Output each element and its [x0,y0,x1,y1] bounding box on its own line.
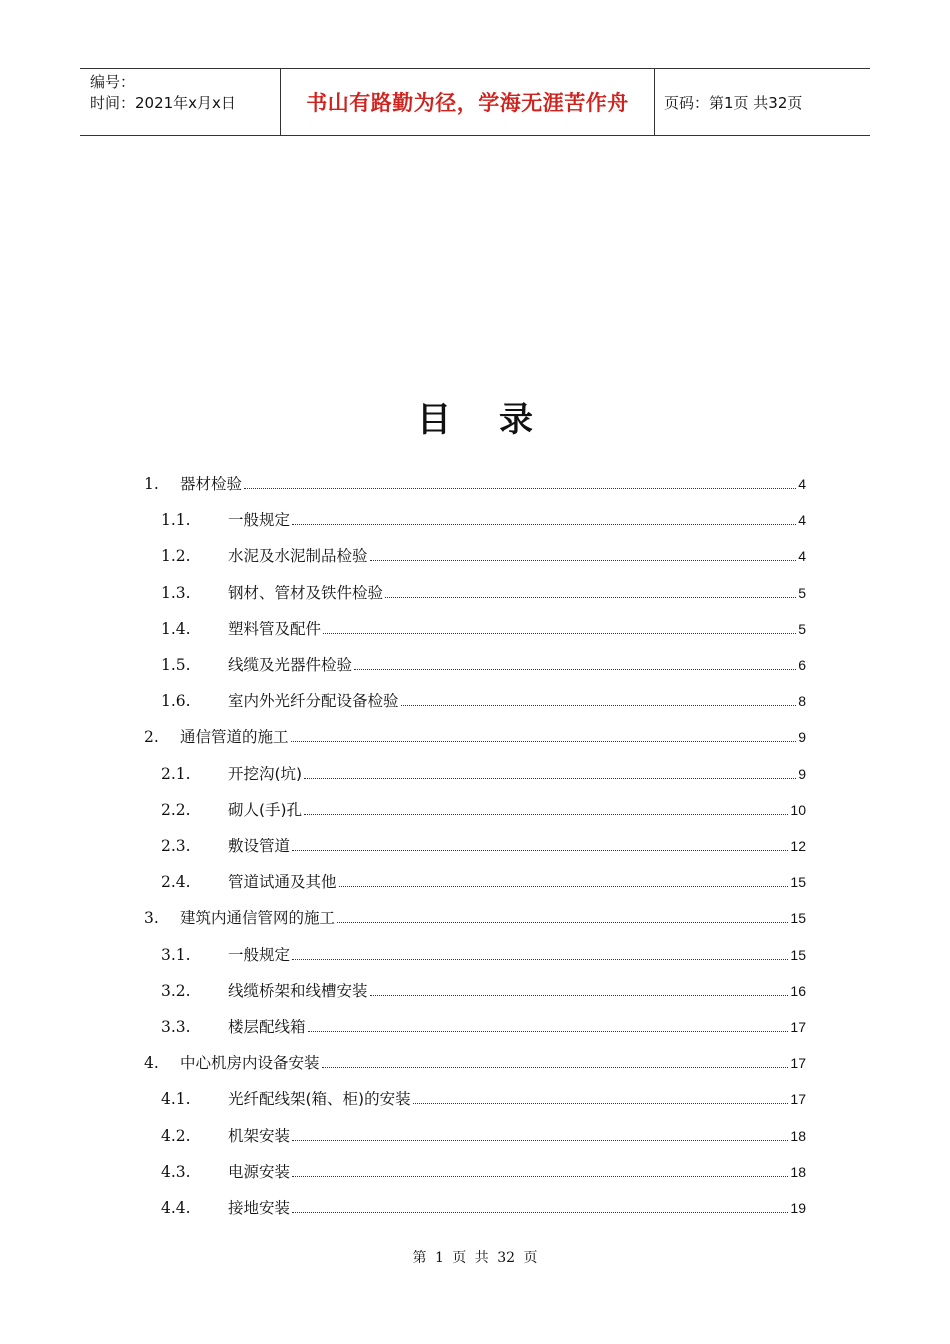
toc-entry-number: 4. [144,1054,159,1073]
toc-entry-page: 15 [790,946,806,963]
toc-entry-page: 8 [798,693,806,710]
toc-dot-leader [401,704,797,706]
toc-entry-label: 器材检验 [180,475,243,493]
header-motto-cell [281,69,655,135]
toc-entry-page: 4 [798,476,806,492]
toc-entry[interactable] [161,1194,806,1218]
toc-entry-page: 17 [790,1091,806,1108]
toc-dot-leader [337,921,788,923]
toc-entry[interactable] [161,796,806,820]
toc-entry-page: 15 [790,910,806,927]
toc-dot-leader [385,596,796,598]
toc-entry-label: 机架安装 [228,1126,291,1145]
header-motto: 书山有路勤为径，学海无涯苦作舟 [306,91,629,115]
toc-entry-page: 17 [790,1019,806,1035]
header-page-info: 页码：第1页 共32页 [664,93,803,112]
toc-entry-page: 12 [790,838,806,854]
document-date: 时间：2021年x月x日 [90,94,236,112]
toc-entry-label: 电源安装 [228,1162,291,1181]
header-meta [80,69,281,135]
toc-entry[interactable] [161,1085,806,1109]
toc-entry-label: 室内外光纤分配设备检验 [228,692,399,711]
toc-entry-number: 4.4. [161,1199,191,1217]
toc-entry-label: 水泥及水泥制品检验 [228,547,368,566]
toc-entry[interactable] [144,723,806,747]
toc-entry-page: 18 [790,1127,806,1144]
toc-entry-label: 建筑内通信管网的施工 [180,909,336,928]
toc-dot-leader [413,1102,789,1104]
toc-dot-leader [244,487,796,489]
toc-dot-leader [304,813,788,815]
toc-entry-label: 管道试通及其他 [228,873,337,892]
toc-entry-number: 3.3. [161,1018,191,1036]
toc-entry-label: 中心机房内设备安装 [180,1054,320,1073]
toc-entry-page: 6 [798,657,806,673]
toc-entry-label: 楼层配线箱 [228,1018,306,1036]
toc-entry-number: 1.1. [161,511,191,530]
toc-title: 目录 [417,400,581,440]
toc-entry-label: 光纤配线架(箱、柜)的安装 [228,1090,411,1109]
toc-entry-page: 4 [798,512,806,529]
toc-dot-leader [292,1211,788,1213]
page-header [80,68,870,136]
toc-entry-number: 1.6. [161,692,191,711]
toc-entry-label: 一般规定 [228,511,291,530]
toc-entry[interactable] [161,579,806,603]
toc-entry-label: 通信管道的施工 [180,728,289,747]
document-number-label: 编号： [90,73,136,91]
toc-dot-leader [370,994,789,996]
toc-entry-number: 1.4. [161,619,191,638]
toc-entry-page: 15 [790,874,806,891]
toc-entry-label: 砌人(手)孔 [228,800,303,819]
toc-entry-label: 线缆及光器件检验 [228,656,353,674]
toc-entry[interactable] [161,868,806,892]
toc-entry-number: 3.2. [161,981,191,1000]
toc-entry-page: 5 [798,584,806,601]
page-footer: 第 1 页 共 32 页 [412,1250,538,1266]
toc-dot-leader [339,885,789,887]
toc-entry-number: 1. [144,475,159,493]
toc-entry[interactable] [161,1013,806,1037]
toc-entry-label: 敷设管道 [228,837,291,855]
toc-entry-page: 9 [798,765,806,782]
toc-dot-leader [292,523,796,525]
toc-dot-leader [354,668,796,670]
toc-entry[interactable] [161,760,806,784]
toc-entry-number: 2.2. [161,800,191,819]
toc-entry-page: 19 [790,1200,806,1216]
toc-entry[interactable] [144,470,806,494]
toc-dot-leader [322,1066,789,1068]
toc-entry[interactable] [161,651,806,675]
toc-entry-number: 4.3. [161,1162,191,1181]
toc-entry-number: 1.2. [161,547,191,566]
toc-entry[interactable] [161,941,806,965]
toc-entry-label: 线缆桥架和线槽安装 [228,981,368,1000]
toc-entry-number: 2.4. [161,873,191,892]
toc-entry[interactable] [161,832,806,856]
toc-entry[interactable] [161,506,806,530]
toc-entry-page: 5 [798,620,806,637]
toc-entry-number: 2.1. [161,764,191,783]
header-page-info-cell [655,69,870,135]
toc-entry-label: 一般规定 [228,945,291,964]
toc-entry-number: 4.1. [161,1090,191,1109]
toc-entry-page: 4 [798,548,806,565]
toc-entry-label: 开挖沟(坑) [228,764,303,783]
toc-entry[interactable] [161,615,806,639]
toc-entry-page: 18 [790,1163,806,1180]
toc-entry-label: 塑料管及配件 [228,619,322,638]
toc-entry-page: 16 [790,982,806,999]
toc-entry[interactable] [161,1122,806,1146]
toc-entry-number: 1.5. [161,656,191,674]
toc-dot-leader [292,1175,788,1177]
toc-entry[interactable] [144,1049,806,1073]
toc-entry-number: 3.1. [161,945,191,964]
toc-entry-number: 1.3. [161,583,191,602]
toc-entry-label: 钢材、管材及铁件检验 [228,583,384,602]
toc-dot-leader [291,740,797,742]
toc-entry-label: 接地安装 [228,1199,291,1217]
toc-dot-leader [370,559,797,561]
toc-entry[interactable] [161,687,806,711]
toc-dot-leader [308,1030,789,1032]
toc-entry-number: 2. [144,728,159,747]
toc-dot-leader [292,958,788,960]
toc-entry-number: 2.3. [161,837,191,855]
toc-entry-number: 3. [144,909,159,928]
toc-entry[interactable] [144,904,806,928]
toc-entry[interactable] [161,1158,806,1182]
toc-entry-page: 10 [790,801,806,818]
toc-entry-page: 9 [798,729,806,746]
toc-entry-number: 4.2. [161,1126,191,1145]
toc-dot-leader [292,849,788,851]
toc-dot-leader [292,1139,788,1141]
toc-dot-leader [323,632,796,634]
toc-entry[interactable] [161,542,806,566]
toc-entry-page: 17 [790,1055,806,1072]
toc-dot-leader [304,777,796,779]
toc-entry[interactable] [161,977,806,1001]
